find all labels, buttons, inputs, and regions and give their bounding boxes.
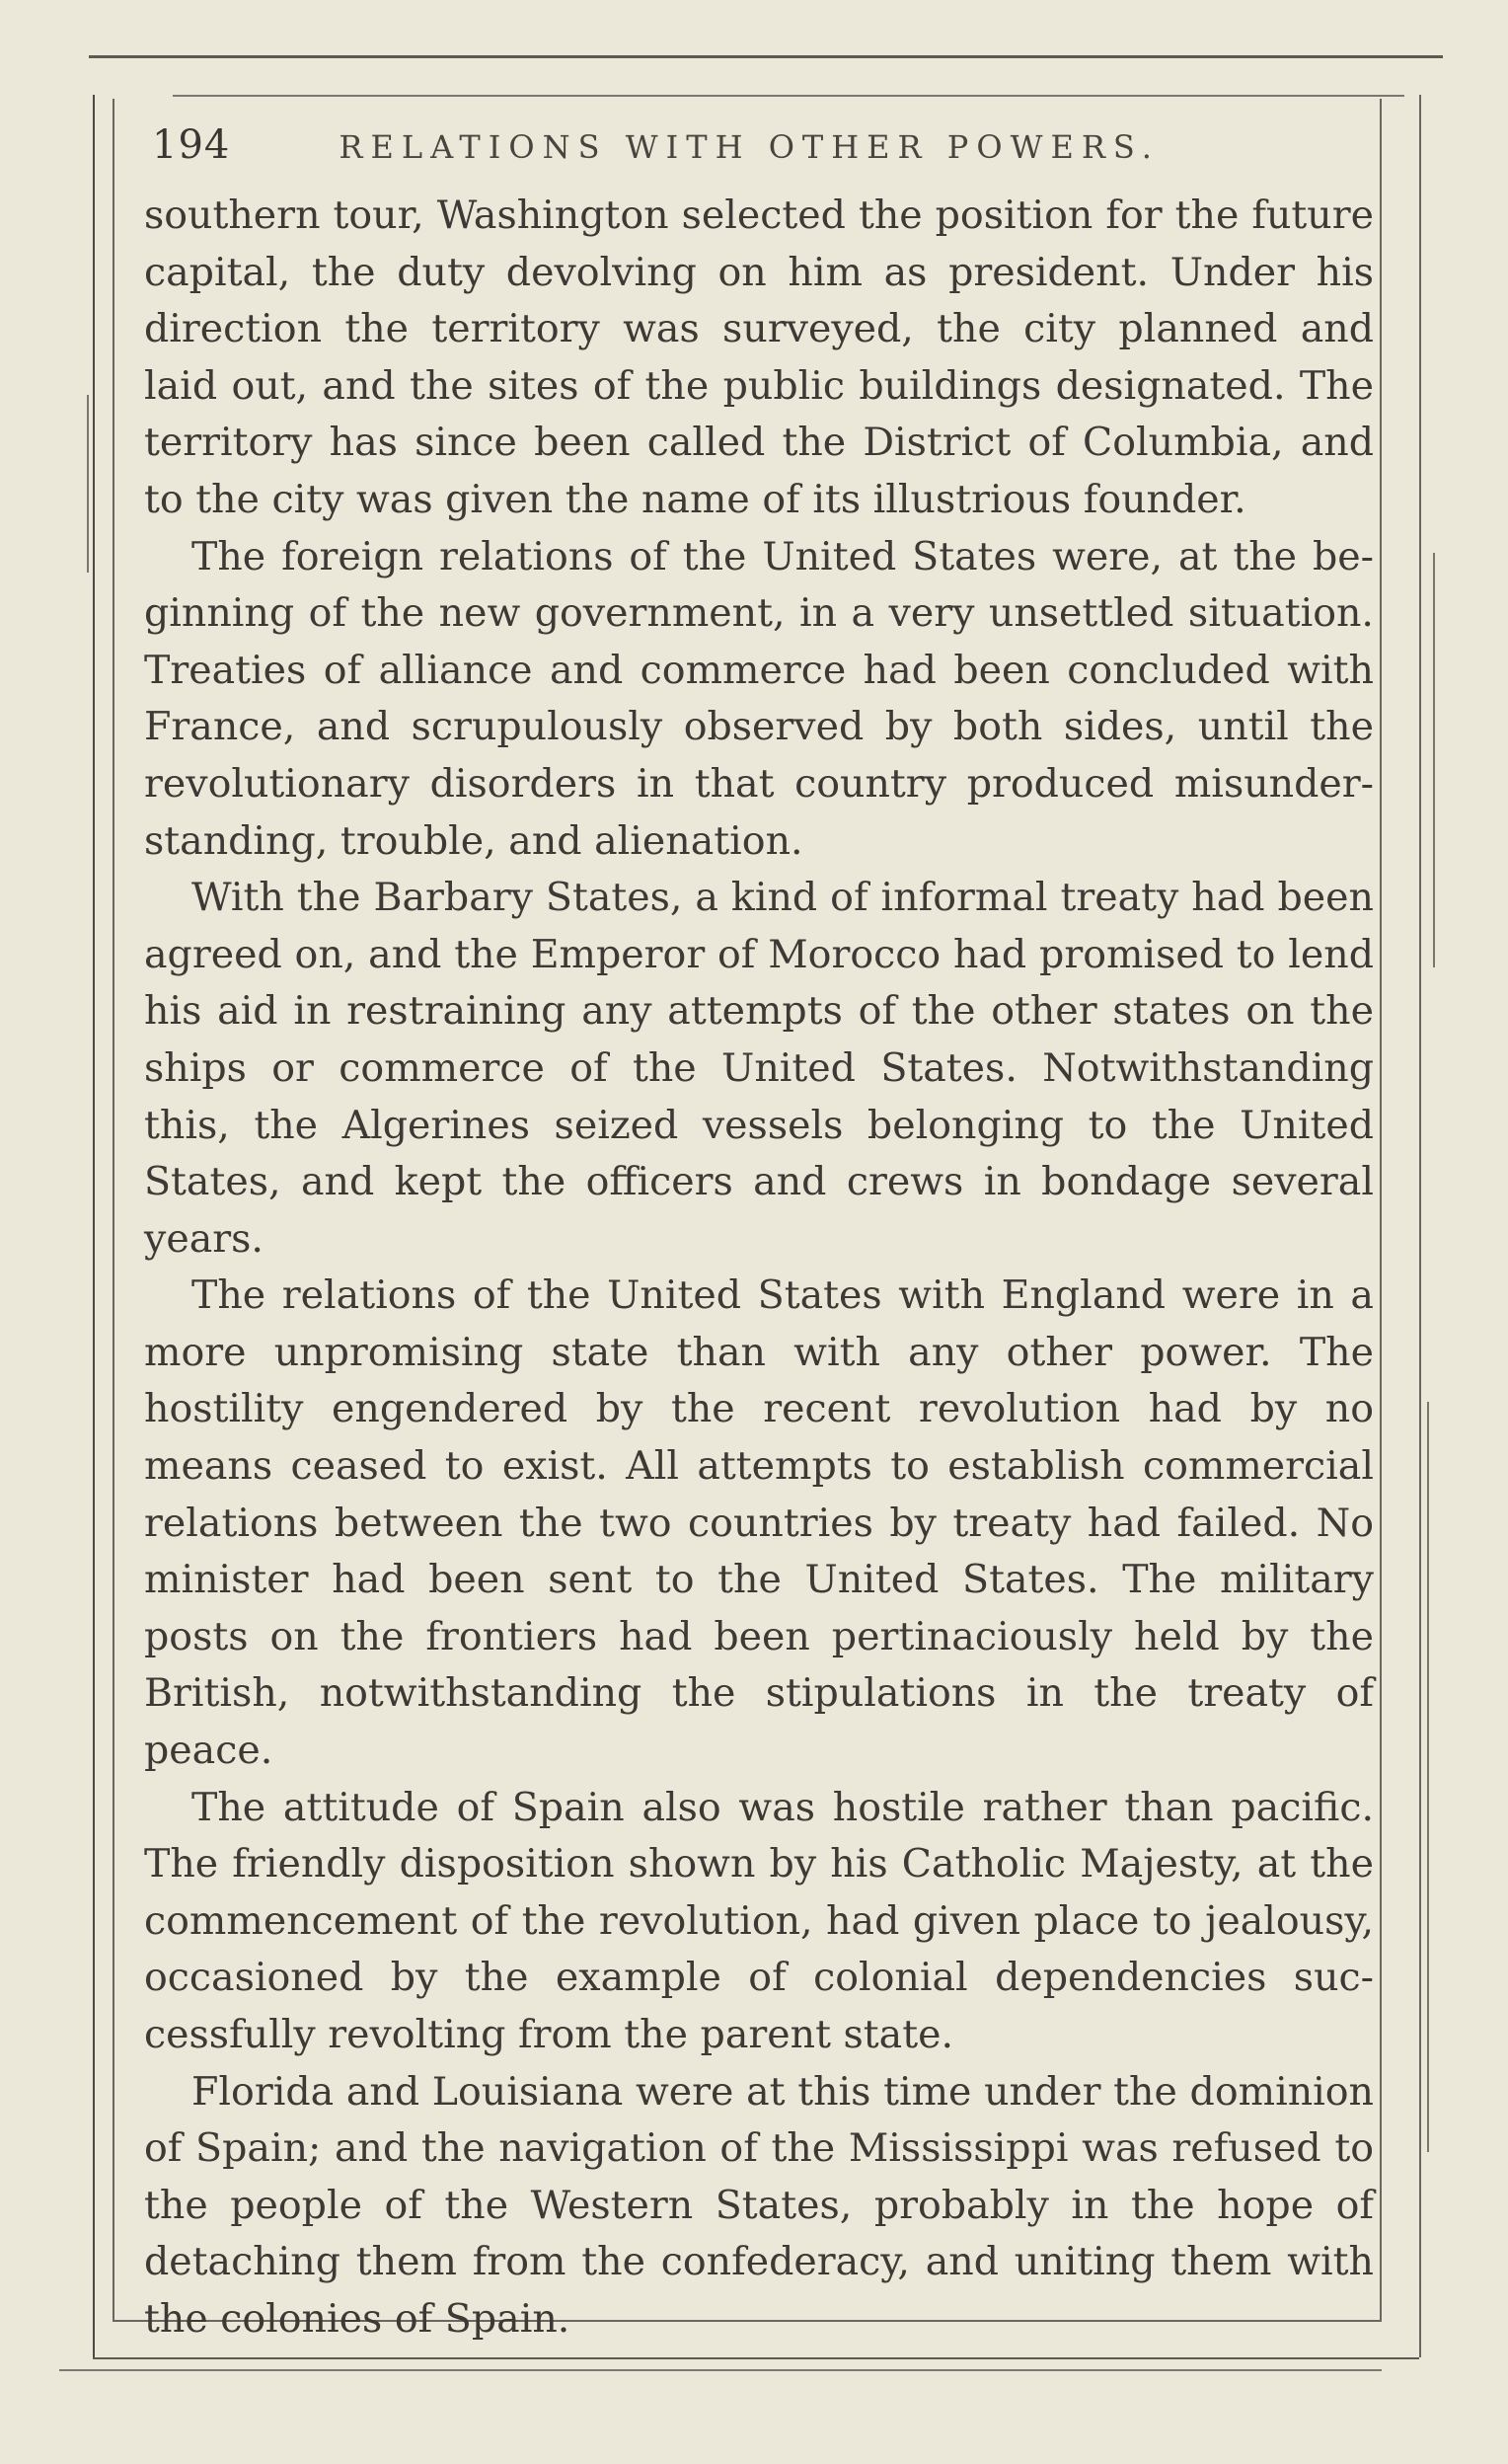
page-edge-mark: [87, 395, 89, 573]
running-head: RELATIONS WITH OTHER POWERS.: [339, 128, 1160, 166]
paragraph: With the Barbary States, a kind of informal treaty had been agreed on, and the Emperor of Morocco had promised to lend his aid in restraining any attempts of the other states on the ships or commerce of the United States. Notwithstanding this, the Algerines seized vessels belonging to the United States, and kept the officers and crews in bondage several years.: [144, 875, 1374, 1262]
paragraph: The foreign relations of the United States were, at the beginning of the new government, in a very unsettled situation. Treaties of alliance and commerce had been concluded with France, and scrupulously observed by both sides, until the revolutionary disorders in that country produced misunderstanding, trouble, and alienation.: [144, 533, 1374, 864]
top-rule: [89, 55, 1443, 58]
page-edge-mark: [1427, 1402, 1429, 2152]
page-edge-mark: [1433, 553, 1435, 967]
paragraph: southern tour, Washington selected the position for the future capital, the duty devolving on him as president. Under his direction the territory was surveyed, the city planned and laid out, and the sites of the public buildings designated. The territory has since been called the District of Columbia, and to the city was given the name of its illustrious founder.: [144, 192, 1374, 522]
paragraph: Florida and Louisiana were at this time under the dominion of Spain; and the navigation of the Mississippi was refused to the people of the Western States, probably in the hope of detaching them from the confederacy, and uniting them with the colonies of Spain.: [144, 2068, 1374, 2342]
page-number: 194: [152, 122, 231, 168]
bottom-rule-outer: [59, 2369, 1382, 2371]
paragraph: The attitude of Spain also was hostile rather than pacific. The friendly disposition shown by his Catholic Majesty, at the commencement of the revolution, had given place to jealousy, occasioned by the example of colonial dependencies successfully revolting from the parent state.: [144, 1784, 1374, 2057]
paragraph: The relations of the United States with England were in a more unpromising state than with any other power. The hostility engendered by the recent revolution had by no means ceased to exist. All attempts to establish commercial relations between the two countries by treaty had failed. No minister had been sent to the United States. The military posts on the frontiers had been pertinaciously held by the British, notwithstanding the stipulations in the treaty of peace.: [144, 1272, 1374, 1774]
page-header: [152, 122, 1356, 182]
body-text: [144, 188, 1374, 2348]
bottom-rule: [93, 2357, 1419, 2359]
